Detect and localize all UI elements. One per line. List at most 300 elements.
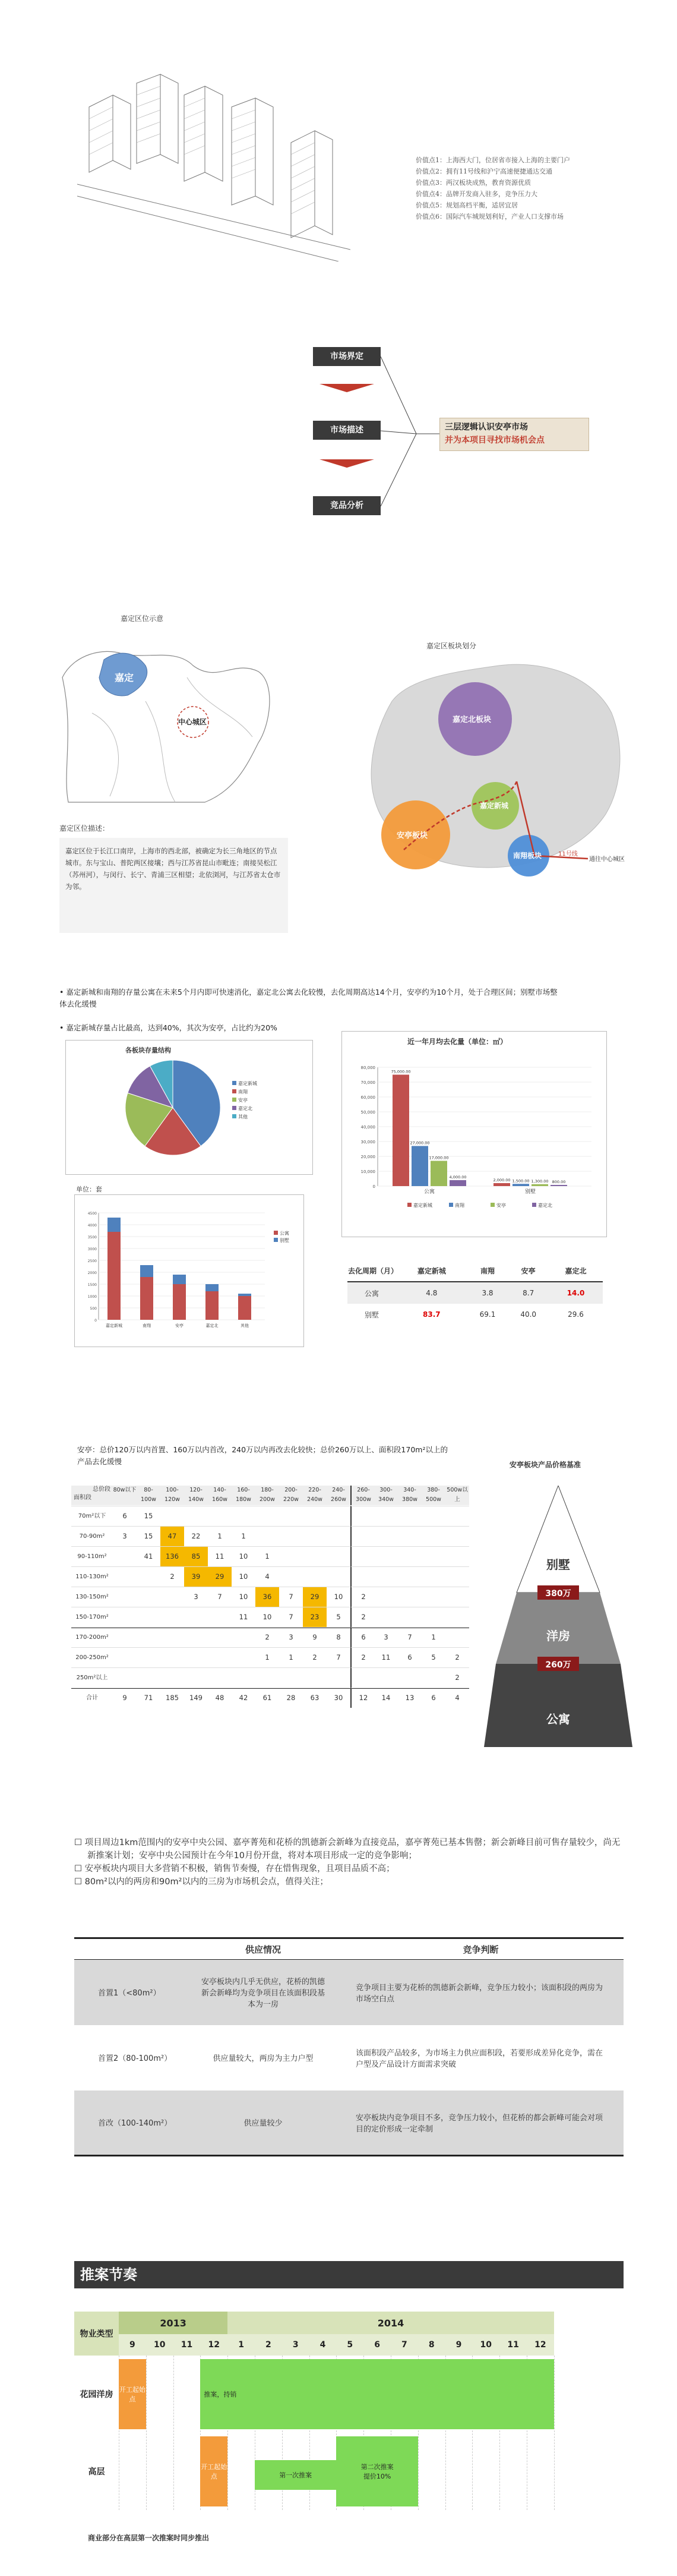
matrix-row-label: 70-90m²	[71, 1526, 113, 1546]
competition-table	[74, 1937, 624, 2156]
matrix-cell: 5	[422, 1647, 445, 1667]
matrix-cell	[208, 1506, 232, 1526]
x-tick-label: 其他	[241, 1323, 249, 1328]
matrix-cell: 185	[160, 1688, 184, 1708]
comp-judgement: 竞争项目主要为花桥的凯德新会新峰，竞争压力较小；该面积段的两房为市场空白点	[356, 1983, 603, 2004]
cycle-header: 安亭	[521, 1266, 536, 1275]
month-cell: 12	[527, 2334, 554, 2356]
matrix-cell	[445, 1566, 469, 1587]
comp-header: 供应情况	[245, 1944, 281, 1955]
matrix-cell	[160, 1627, 184, 1647]
matrix-cell	[208, 1627, 232, 1647]
price-pyramid	[484, 1486, 632, 1759]
matrix-cell	[279, 1506, 303, 1526]
flow-step-competitor-analysis: 竞品分析	[313, 496, 381, 515]
matrix-cell	[184, 1647, 208, 1667]
matrix-cell	[279, 1566, 303, 1587]
matrix-row-label: 250m²以上	[71, 1667, 113, 1688]
matrix-cell: 2	[350, 1587, 375, 1607]
data-label: 27,000.00	[410, 1140, 430, 1146]
flow-step-market-definition: 市场界定	[313, 347, 381, 366]
matrix-cell: 10	[255, 1607, 279, 1627]
matrix-cell	[279, 1526, 303, 1546]
x-tick-label: 别墅	[524, 1189, 536, 1195]
stacked-bar	[205, 1291, 219, 1320]
matrix-cell	[350, 1667, 375, 1688]
monthly-chart-title: 近一年月均去化量（单位：㎡）	[407, 1038, 508, 1046]
building-sketch-illustration	[77, 71, 350, 261]
flow-callout	[439, 418, 589, 451]
legend-label: 公寓	[280, 1231, 289, 1236]
legend-label: 南翔	[455, 1203, 464, 1208]
month-cell: 2	[255, 2334, 282, 2356]
matrix-col-header: 200-220w	[279, 1486, 303, 1505]
matrix-cell	[445, 1506, 469, 1526]
matrix-cell: 4	[445, 1688, 469, 1708]
matrix-cell	[350, 1566, 375, 1587]
matrix-cell	[137, 1647, 160, 1667]
matrix-col-header: 300-340w	[374, 1486, 398, 1505]
x-tick-label: 安亭	[175, 1323, 184, 1328]
matrix-cell	[374, 1526, 398, 1546]
matrix-cell	[303, 1526, 327, 1546]
competition-point: 80m²以内的两房和90m²以内的三房为市场机会点，值得关注；	[84, 1877, 328, 1887]
matrix-cell	[374, 1546, 398, 1566]
matrix-cell	[255, 1506, 279, 1526]
analysis-note-1: • 嘉定新城和南翔的存量公寓在未来5个月内即可快速消化，嘉定北公寓去化较慢，去化周期高达14个月，安亭约为10个月，处于合理区间；别墅市场整体去化缓慢	[59, 988, 558, 1008]
matrix-cell	[232, 1647, 255, 1667]
month-cell: 1	[227, 2334, 255, 2356]
launch-timeline	[74, 2312, 624, 2525]
matrix-cell	[113, 1607, 137, 1627]
cycle-header: 南翔	[480, 1266, 495, 1275]
stock-chart	[75, 1195, 303, 1347]
matrix-cell: 7	[279, 1607, 303, 1627]
price-area-matrix	[71, 1486, 468, 1765]
month-cell: 8	[418, 2334, 445, 2356]
price-tag-380: 380万	[545, 1589, 571, 1598]
y-tick-label: 1000	[87, 1295, 97, 1299]
matrix-cell	[374, 1667, 398, 1688]
matrix-cell	[279, 1546, 303, 1566]
matrix-cell	[303, 1546, 327, 1566]
matrix-cell	[208, 1667, 232, 1688]
matrix-cell	[160, 1607, 184, 1627]
matrix-cell	[113, 1647, 137, 1667]
matrix-cell: 15	[137, 1526, 160, 1546]
month-cell: 7	[391, 2334, 418, 2356]
legend-swatch	[274, 1231, 278, 1235]
matrix-cell	[422, 1546, 445, 1566]
matrix-cell	[184, 1627, 208, 1647]
highrise-first-launch-bar: 第一次推案	[255, 2460, 336, 2490]
matrix-col-header: 140-160w	[208, 1486, 232, 1505]
matrix-cell: 10	[232, 1587, 255, 1607]
matrix-cell: 1	[279, 1647, 303, 1667]
matrix-cell	[208, 1607, 232, 1627]
matrix-cell: 10	[232, 1566, 255, 1587]
matrix-cell	[350, 1526, 375, 1546]
matrix-cell	[422, 1587, 445, 1607]
property-type-label: 花园洋房	[74, 2356, 119, 2433]
matrix-cell: 11	[208, 1546, 232, 1566]
stacked-bar	[205, 1284, 219, 1291]
block-label-north: 嘉定北板块	[453, 715, 492, 724]
matrix-cell	[422, 1566, 445, 1587]
legend-swatch	[407, 1203, 412, 1207]
matrix-cell: 29	[208, 1566, 232, 1587]
cycle-cell: 40.0	[520, 1310, 537, 1319]
comp-supply: 供应量较大，两房为主力户型	[213, 2054, 314, 2063]
pyramid-garden-label: 洋房	[546, 1629, 570, 1643]
legend-label: 别墅	[280, 1238, 289, 1243]
matrix-cell	[327, 1667, 350, 1688]
monthly-absorption-chart-panel	[341, 1031, 607, 1237]
bar	[412, 1146, 428, 1187]
matrix-col-header: 180-200w	[255, 1486, 279, 1505]
corner-bottom: 面积段	[74, 1494, 91, 1501]
matrix-col-header: 500w以上	[445, 1486, 469, 1505]
matrix-cell: 6	[350, 1627, 375, 1647]
month-cell: 10	[146, 2334, 173, 2356]
matrix-cell: 48	[208, 1688, 232, 1708]
monthly-absorption-chart	[342, 1049, 606, 1234]
y-tick-label: 1500	[87, 1283, 97, 1287]
pie-chart	[119, 1057, 298, 1170]
y-tick-label: 0	[94, 1319, 97, 1323]
matrix-cell	[137, 1566, 160, 1587]
comp-supply: 安亭板块内几乎无供应，花桥的凯德新会新峰均为竞争项目在该面积段基本为一房	[201, 1978, 325, 2010]
y-tick-label: 40,000	[360, 1125, 375, 1130]
matrix-cell: 5	[327, 1607, 350, 1627]
matrix-cell: 136	[160, 1546, 184, 1566]
x-tick-label: 南翔	[143, 1323, 151, 1328]
month-cell: 4	[309, 2334, 337, 2356]
matrix-row-label: 150-170m²	[71, 1607, 113, 1627]
matrix-cell	[184, 1607, 208, 1627]
matrix-cell: 3	[279, 1627, 303, 1647]
city-center-label: 中心城区	[178, 718, 207, 726]
matrix-row-label: 90-110m²	[71, 1546, 113, 1566]
matrix-col-header: 80w以下	[113, 1486, 137, 1505]
matrix-cell	[350, 1506, 375, 1526]
matrix-cell: 7	[208, 1587, 232, 1607]
matrix-cell: 30	[327, 1688, 350, 1708]
matrix-cell: 39	[184, 1566, 208, 1587]
absorption-cycle-table	[347, 1260, 603, 1325]
price-tag-260: 260万	[545, 1660, 571, 1670]
month-cell: 11	[173, 2334, 201, 2356]
month-gridline	[554, 2356, 555, 2510]
matrix-cell	[255, 1526, 279, 1546]
matrix-row-label: 200-250m²	[71, 1647, 113, 1667]
year-2014: 2014	[227, 2312, 554, 2334]
matrix-cell: 2	[445, 1647, 469, 1667]
matrix-cell	[327, 1506, 350, 1526]
y-tick-label: 80,000	[360, 1065, 375, 1070]
to-center-label: 通往中心城区	[589, 856, 625, 863]
bar	[393, 1075, 409, 1187]
legend-swatch	[491, 1203, 495, 1207]
legend-label: 嘉定新城	[238, 1081, 257, 1086]
matrix-cell	[398, 1667, 422, 1688]
matrix-cell	[232, 1627, 255, 1647]
matrix-cell: 4	[255, 1566, 279, 1587]
y-tick-label: 2000	[87, 1271, 97, 1275]
x-tick-label: 公寓	[423, 1189, 435, 1195]
month-cell: 11	[499, 2334, 527, 2356]
matrix-cell	[160, 1587, 184, 1607]
matrix-col-header: 260-300w	[350, 1486, 375, 1505]
block-label-anting: 安亭板块	[397, 831, 428, 840]
legend-swatch	[232, 1098, 236, 1102]
value-point: 价值点1：上海西大门，位居省市接入上海的主要门户	[416, 156, 570, 164]
matrix-col-header: 120-140w	[184, 1486, 208, 1505]
comp-supply: 供应量较少	[243, 2119, 283, 2129]
matrix-cell	[374, 1607, 398, 1627]
month-cell: 10	[472, 2334, 499, 2356]
matrix-cell: 2	[303, 1647, 327, 1667]
cycle-row-label: 公寓	[364, 1289, 379, 1298]
matrix-row-label: 合计	[71, 1688, 113, 1708]
flow-step-market-description: 市场描述	[313, 421, 381, 440]
matrix-cell: 1	[255, 1546, 279, 1566]
matrix-cell: 10	[327, 1587, 350, 1607]
x-tick-label: 嘉定北	[205, 1323, 219, 1328]
cycle-cell: 29.6	[568, 1310, 584, 1319]
pie-chart-title: 各板块存量结构	[125, 1046, 171, 1054]
matrix-cell: 6	[422, 1688, 445, 1708]
timeline-corner: 物业类型	[74, 2312, 119, 2356]
matrix-cell	[160, 1506, 184, 1526]
matrix-cell	[422, 1526, 445, 1546]
matrix-intro: 安亭：总价120万以内首置、160万以内首改，240万以内再改去化较快；总价260万以上、面积段170m²以上的产品去化缓慢	[77, 1445, 448, 1466]
matrix-cell: 47	[160, 1526, 184, 1546]
stacked-bar	[140, 1277, 153, 1320]
matrix-cell: 1	[232, 1526, 255, 1546]
y-tick-label: 30,000	[360, 1140, 375, 1144]
bar	[431, 1161, 447, 1187]
legend-label: 其他	[238, 1114, 248, 1120]
matrix-cell	[422, 1506, 445, 1526]
x-tick-label: 嘉定新城	[106, 1323, 122, 1328]
left-map-title: 嘉定区位示意	[121, 614, 164, 623]
matrix-cell: 6	[398, 1647, 422, 1667]
legend-label: 安亭	[496, 1203, 506, 1208]
matrix-cell	[137, 1627, 160, 1647]
matrix-cell: 15	[137, 1506, 160, 1526]
matrix-cell: 7	[279, 1587, 303, 1607]
highrise-second-launch-bar: 第二次推案 提价10%	[336, 2436, 417, 2506]
location-description: 嘉定区位于长江口南岸，上海市的西北部，被确定为长三角地区的节点城市。东与宝山、普陀两区接壤；西与江苏省昆山市毗连；南接吴松江（苏州河），与闵行、长宁、青浦三区相望；北依浏河，与江苏省太仓市为邻。	[59, 838, 288, 933]
highrise-start-bar: 开工起始点	[200, 2436, 227, 2506]
matrix-cell	[398, 1506, 422, 1526]
cycle-header: 嘉定北	[565, 1266, 587, 1275]
legend-swatch	[274, 1238, 278, 1242]
month-cell: 5	[336, 2334, 363, 2356]
matrix-cell	[113, 1546, 137, 1566]
matrix-cell	[113, 1667, 137, 1688]
matrix-cell: 14	[374, 1688, 398, 1708]
data-label: 2,000.00	[493, 1178, 511, 1183]
matrix-cell	[374, 1506, 398, 1526]
stacked-bar	[107, 1232, 121, 1320]
comp-row-label: 首置1（<80m²）	[98, 1989, 161, 1998]
value-points-list	[416, 155, 653, 222]
value-point: 价值点2：拥有11号线和沪宁高速便捷通达交通	[416, 168, 552, 175]
comp-row-label: 首改（100-140m²）	[98, 2119, 172, 2129]
matrix-col-header: 240-260w	[327, 1486, 350, 1505]
stacked-bar	[173, 1275, 186, 1284]
cycle-cell: 69.1	[479, 1310, 496, 1319]
matrix-cell	[327, 1546, 350, 1566]
matrix-cell	[445, 1627, 469, 1647]
comp-header: 竞争判断	[463, 1944, 499, 1955]
analysis-note-2: • 嘉定新城存量占比最高，达到40%，其次为安亭，占比约为20%	[59, 1023, 277, 1032]
legend-swatch	[232, 1081, 236, 1085]
matrix-cell: 22	[184, 1526, 208, 1546]
value-point: 价值点5：规划高档平衡，适居宜居	[416, 201, 518, 209]
data-label: 1,300.00	[531, 1178, 549, 1184]
data-label: 75,000.00	[391, 1069, 411, 1074]
matrix-row-label: 70m²以下	[71, 1506, 113, 1526]
comp-judgement: 该面积段产品较多，为市场主力供应面积段，若要形成差异化竞争，需在户型及产品设计方面需求突破	[356, 2048, 603, 2069]
matrix-cell	[137, 1607, 160, 1627]
matrix-cell	[350, 1546, 375, 1566]
matrix-cell: 29	[303, 1587, 327, 1607]
property-type-label: 高层	[74, 2433, 119, 2510]
matrix-cell	[398, 1587, 422, 1607]
matrix-cell	[279, 1667, 303, 1688]
matrix-cell: 42	[232, 1688, 255, 1708]
competition-point: 项目周边1km范围内的安亭中央公园、嘉亭菁苑和花桥的凯德新会新峰为直接竞品，嘉亭菁苑已基本售罄；新会新峰目前可售存量较少，尚无新推案计划；安亭中央公园预计在今年10月份开盘，将对本项目形成一定的竞争影响；	[84, 1838, 621, 1861]
matrix-cell	[113, 1566, 137, 1587]
jiading-block-map	[356, 654, 641, 879]
stacked-bar	[140, 1265, 153, 1277]
y-tick-label: 3500	[87, 1235, 97, 1240]
line11-label: 11号线	[558, 851, 578, 857]
matrix-cell: 13	[398, 1688, 422, 1708]
y-tick-label: 20,000	[360, 1155, 375, 1159]
matrix-cell	[184, 1506, 208, 1526]
matrix-cell: 2	[255, 1627, 279, 1647]
month-gridline	[146, 2356, 147, 2510]
matrix-cell	[445, 1607, 469, 1627]
stacked-bar	[238, 1294, 251, 1296]
matrix-cell	[374, 1566, 398, 1587]
matrix-cell: 7	[398, 1627, 422, 1647]
cycle-cell: 8.7	[523, 1289, 534, 1297]
checkbox-icon: ☐	[74, 1838, 85, 1847]
cycle-header: 嘉定新城	[417, 1266, 446, 1275]
y-tick-label: 0	[372, 1184, 375, 1189]
villa-start-bar: 开工起始点	[119, 2359, 146, 2429]
matrix-cell: 3	[113, 1526, 137, 1546]
matrix-cell	[208, 1647, 232, 1667]
matrix-cell: 6	[113, 1506, 137, 1526]
legend-swatch	[232, 1106, 236, 1110]
matrix-cell: 1	[208, 1526, 232, 1546]
checkbox-icon: ☐	[74, 1864, 85, 1874]
y-tick-label: 500	[90, 1307, 97, 1311]
matrix-cell: 3	[374, 1627, 398, 1647]
matrix-cell	[398, 1546, 422, 1566]
matrix-cell: 23	[303, 1607, 327, 1627]
data-label: 800.00	[552, 1180, 566, 1184]
matrix-cell	[398, 1566, 422, 1587]
competition-points	[74, 1836, 627, 1888]
cycle-row-label: 别墅	[364, 1310, 379, 1319]
matrix-cell: 11	[232, 1607, 255, 1627]
y-tick-label: 4000	[87, 1224, 97, 1228]
right-map-title: 嘉定区板块划分	[426, 642, 477, 650]
y-tick-label: 50,000	[360, 1110, 375, 1115]
matrix-cell: 41	[137, 1546, 160, 1566]
jiading-label: 嘉定	[115, 672, 134, 683]
bar	[493, 1183, 510, 1186]
matrix-cell: 12	[350, 1688, 375, 1708]
comp-judgement: 安亭板块内竞争项目不多，竞争压力较小，但花桥的都会新峰可能会对项目的定价形成一定牵制	[356, 2113, 603, 2134]
legend-swatch	[449, 1203, 453, 1207]
cycle-cell: 3.8	[482, 1289, 493, 1297]
pyramid-villa-label: 别墅	[546, 1557, 570, 1572]
month-cell: 12	[200, 2334, 227, 2356]
matrix-cell	[113, 1587, 137, 1607]
y-tick-label: 4500	[87, 1212, 97, 1216]
flow-bracket-lines	[381, 351, 440, 511]
matrix-cell: 2	[350, 1647, 375, 1667]
y-tick-label: 60,000	[360, 1095, 375, 1100]
matrix-cell	[398, 1526, 422, 1546]
matrix-corner	[71, 1486, 113, 1505]
matrix-cell: 2	[350, 1607, 375, 1627]
matrix-cell	[445, 1587, 469, 1607]
matrix-cell: 2	[445, 1667, 469, 1688]
stacked-bar	[173, 1284, 186, 1320]
data-label: 4,000.00	[449, 1175, 467, 1180]
bar	[532, 1184, 548, 1186]
matrix-cell	[303, 1566, 327, 1587]
matrix-cell	[232, 1667, 255, 1688]
matrix-row-label: 170-200m²	[71, 1627, 113, 1647]
year-2013: 2013	[119, 2312, 227, 2334]
matrix-cell: 9	[113, 1688, 137, 1708]
matrix-cell: 1	[255, 1647, 279, 1667]
matrix-cell	[445, 1526, 469, 1546]
matrix-cell: 149	[184, 1688, 208, 1708]
stock-chart-panel	[74, 1194, 304, 1347]
matrix-cell: 7	[327, 1647, 350, 1667]
checkbox-icon: ☐	[74, 1877, 85, 1887]
matrix-cell	[445, 1546, 469, 1566]
legend-label: 嘉定北	[538, 1203, 552, 1208]
flow-arrow-icon	[319, 459, 374, 468]
block-label-nanxiang: 南翔板块	[513, 852, 542, 860]
matrix-cell	[113, 1627, 137, 1647]
matrix-row-label: 130-150m²	[71, 1587, 113, 1607]
month-cell: 6	[363, 2334, 391, 2356]
timeline-title: 推案节奏	[80, 2266, 137, 2283]
matrix-cell	[398, 1607, 422, 1627]
matrix-cell: 9	[303, 1627, 327, 1647]
matrix-col-header: 340-380w	[398, 1486, 422, 1505]
matrix-cell: 85	[184, 1546, 208, 1566]
pie-chart-panel	[65, 1040, 313, 1175]
legend-label: 南翔	[238, 1089, 248, 1095]
flow-arrow-icon	[319, 384, 374, 392]
unit-label: 单位：套	[76, 1185, 102, 1193]
bar	[450, 1180, 466, 1186]
